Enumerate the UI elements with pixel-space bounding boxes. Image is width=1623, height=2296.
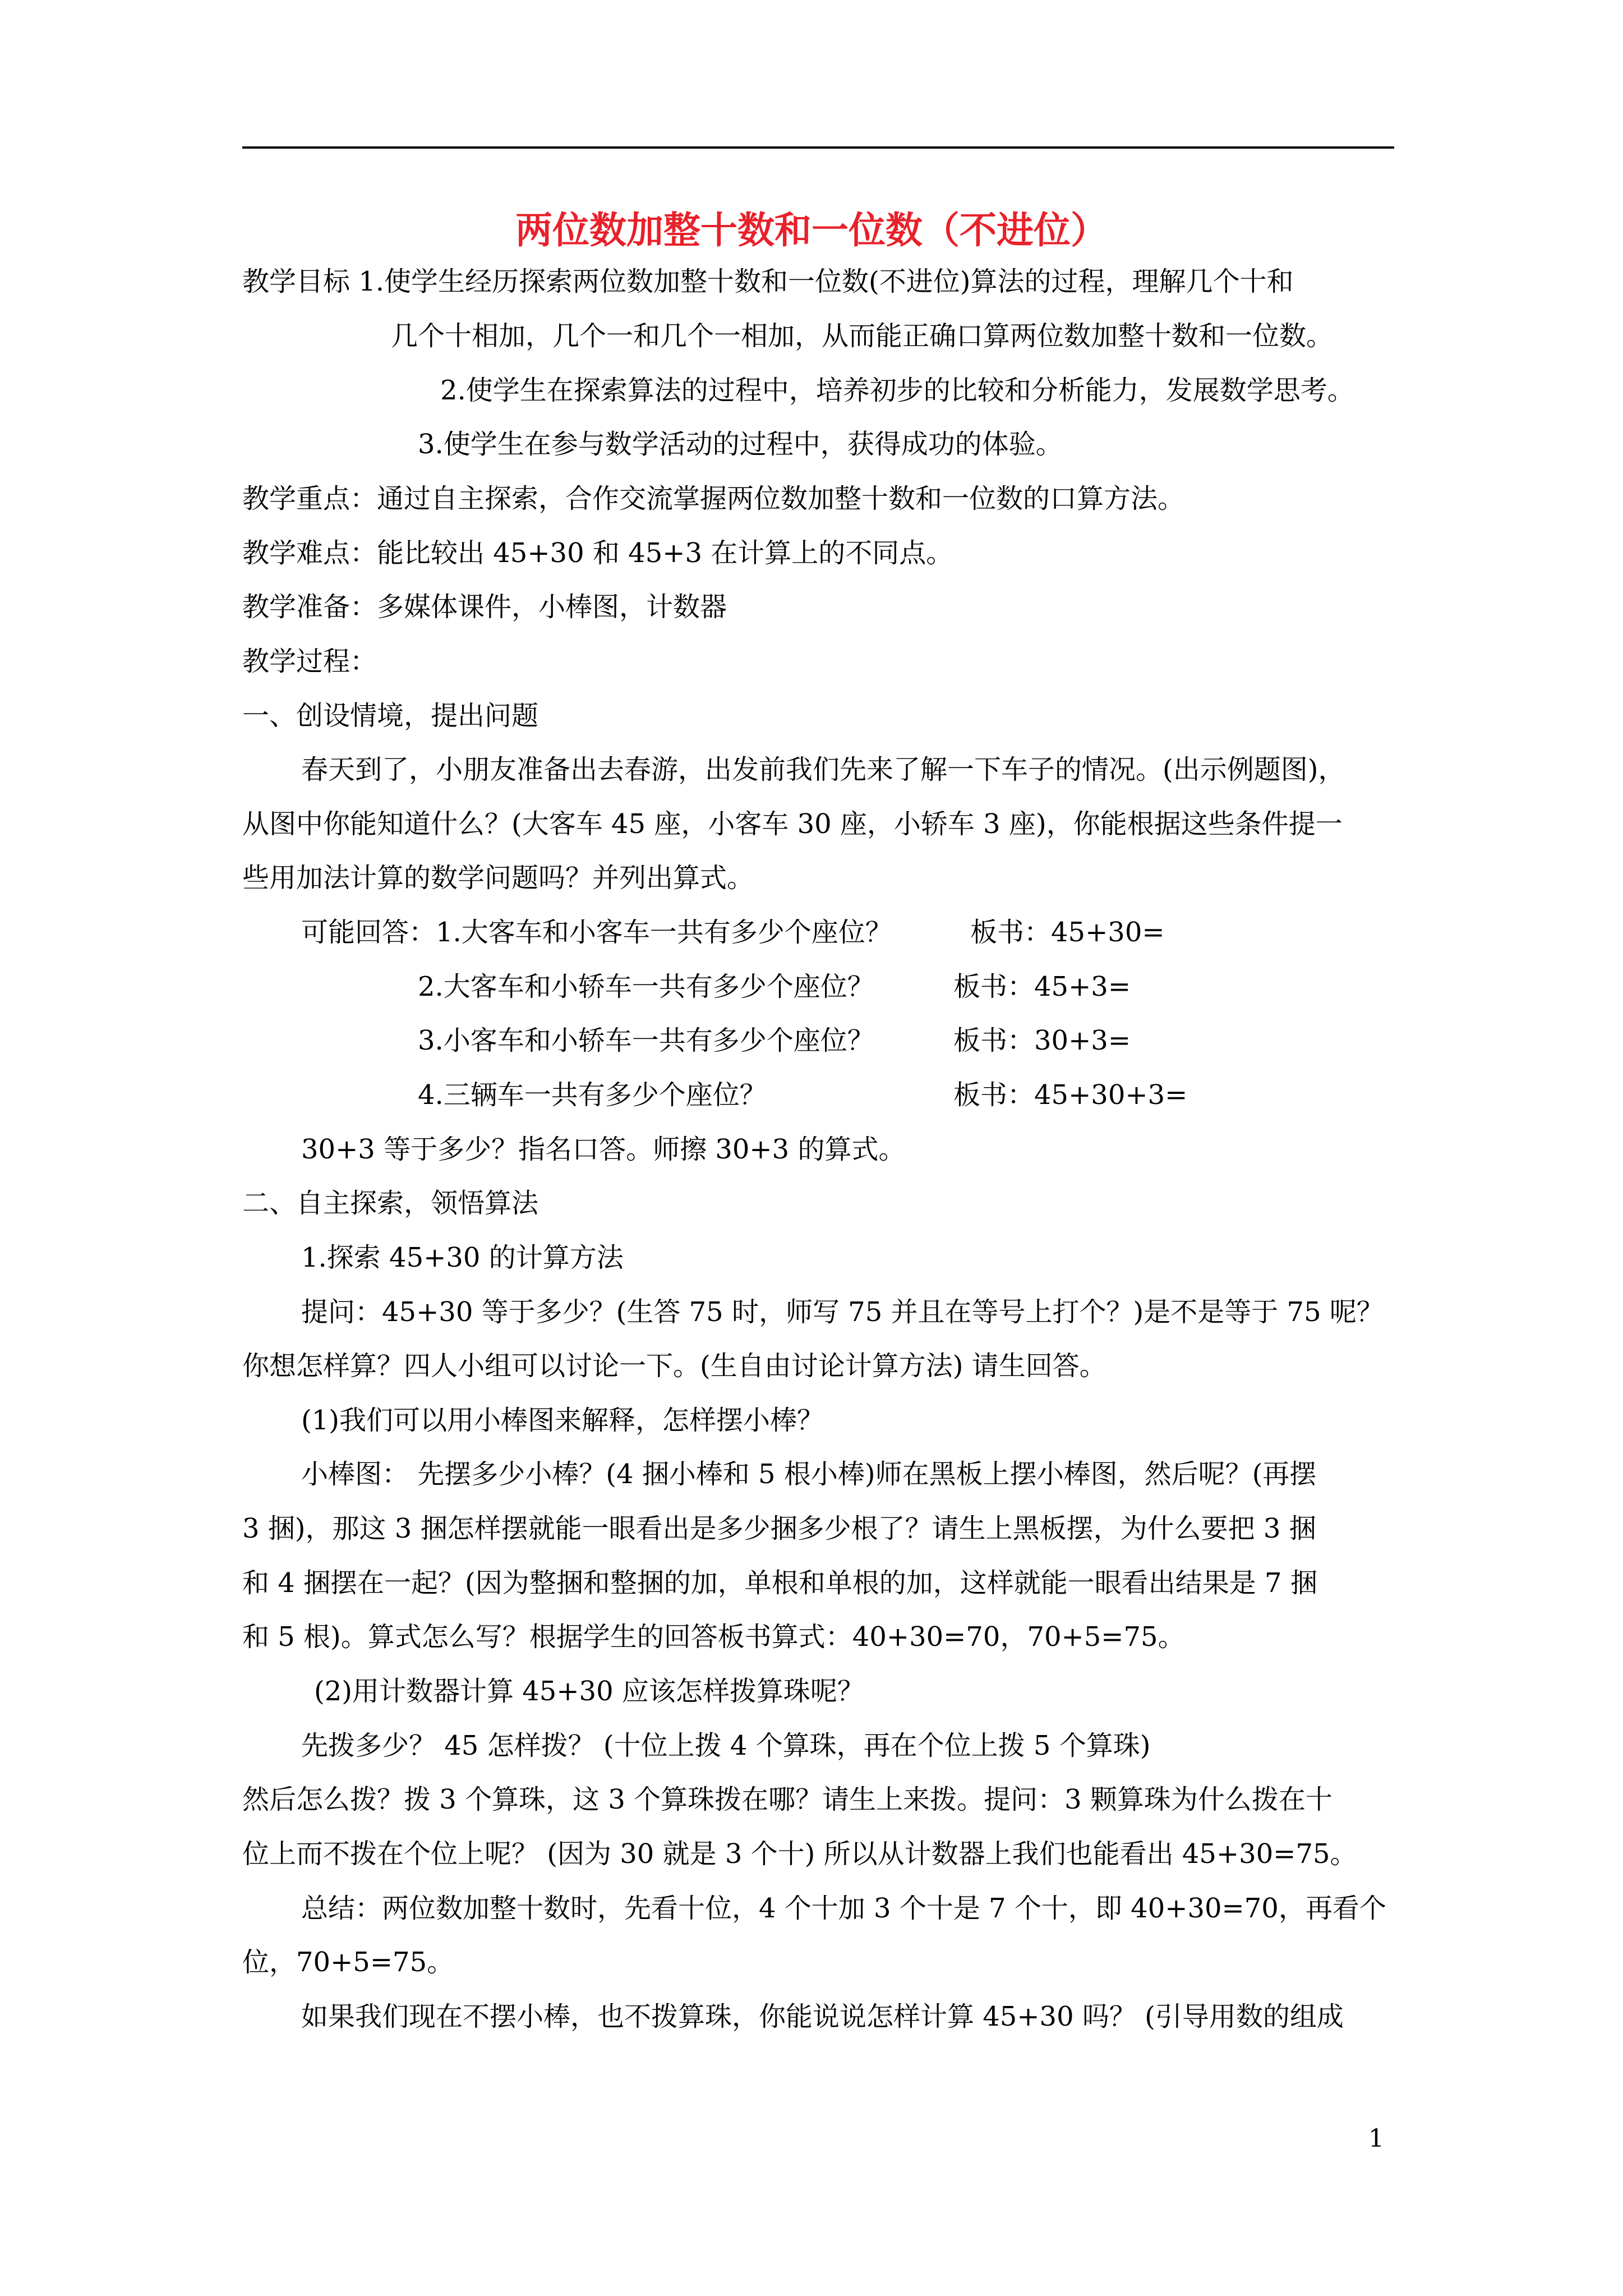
paragraph-line: 位上而不拨在个位上呢？ (因为 30 就是 3 个十) 所以从计数器上我们也能看出 45+30=75。	[242, 1838, 1357, 1870]
subsection-heading: 1.探索 45+30 的计算方法	[301, 1242, 624, 1273]
paragraph-line: 你想怎样算？四人小组可以讨论一下。(生自由讨论计算方法) 请生回答。	[242, 1350, 1106, 1382]
board-note-4: 板书：45+30+3=	[953, 1079, 1188, 1111]
paragraph-line: 然后怎么拨？拨 3 个算珠，这 3 个算珠拨在哪？请生上来拨。提问：3 颗算珠为什么拨在十	[242, 1784, 1332, 1815]
paragraph-line: 和 5 根)。算式怎么写？根据学生的回答板书算式：40+30=70，70+5=75。	[242, 1621, 1185, 1653]
paragraph-line: 3 捆)，那这 3 捆怎样摆就能一眼看出是多少捆多少根了？请生上黑板摆，为什么要把 3 捆	[242, 1513, 1316, 1544]
paragraph-line: 些用加法计算的数学问题吗？并列出算式。	[242, 862, 754, 894]
paragraph-line: 30+3 等于多少？指名口答。师擦 30+3 的算式。	[301, 1134, 906, 1165]
paragraph-line: 从图中你能知道什么？(大客车 45 座，小客车 30 座，小轿车 3 座)，你能根据这些条件提一	[242, 808, 1343, 840]
objective-line-2: 几个十相加，几个一和几个一相加，从而能正确口算两位数加整十数和一位数。	[391, 320, 1334, 352]
document-title: 两位数加整十数和一位数（不进位）	[515, 208, 1108, 252]
answer-line-4: 4.三辆车一共有多少个座位？	[418, 1079, 767, 1111]
objective-line-4: 3.使学生在参与数学活动的过程中，获得成功的体验。	[418, 429, 1063, 460]
paragraph-line: 春天到了，小朋友准备出去春游，出发前我们先来了解一下车子的情况。(出示例题图)，	[301, 754, 1345, 785]
paragraph-line: (1)我们可以用小棒图来解释，怎样摆小棒？	[301, 1405, 824, 1436]
section-heading-1: 一、创设情境，提出问题	[242, 700, 539, 731]
paragraph-line: 总结：两位数加整十数时，先看十位，4 个十加 3 个十是 7 个十，即 40+30=70，再看个	[301, 1893, 1386, 1924]
paragraph-line: 小棒图： 先摆多少小棒？(4 捆小棒和 5 根小棒)师在黑板上摆小棒图，然后呢？(再摆	[301, 1458, 1317, 1490]
board-note-2: 板书：45+3=	[953, 971, 1131, 1002]
paragraph-line: 位，70+5=75。	[242, 1947, 454, 1978]
header-rule	[242, 146, 1394, 149]
process-heading: 教学过程：	[242, 646, 377, 677]
objective-line-1: 教学目标 1.使学生经历探索两位数加整十数和一位数(不进位)算法的过程，理解几个十和	[242, 266, 1294, 297]
paragraph-line: 先拨多少？ 45 怎样拨？ (十位上拨 4 个算珠，再在个位上拨 5 个算珠)	[301, 1730, 1151, 1761]
paragraph-line: 如果我们现在不摆小棒，也不拨算珠，你能说说怎样计算 45+30 吗？ (引导用数的组成	[301, 2001, 1344, 2032]
paragraph-line: 和 4 捆摆在一起？(因为整捆和整捆的加，单根和单根的加，这样就能一眼看出结果是 7 捆	[242, 1567, 1317, 1599]
board-note-3: 板书：30+3=	[953, 1025, 1131, 1056]
difficult-point: 教学难点：能比较出 45+30 和 45+3 在计算上的不同点。	[242, 537, 953, 569]
board-note-1: 板书：45+30=	[970, 917, 1165, 948]
section-heading-2: 二、自主探索，领悟算法	[242, 1188, 539, 1219]
paragraph-line: (2)用计数器计算 45+30 应该怎样拨算珠呢？	[314, 1676, 864, 1707]
answer-line-2: 2.大客车和小轿车一共有多少个座位？	[418, 971, 874, 1002]
answer-line-3: 3.小客车和小轿车一共有多少个座位？	[418, 1025, 874, 1056]
paragraph-line: 提问：45+30 等于多少？(生答 75 时，师写 75 并且在等号上打个？)是不是等于 75 呢？	[301, 1296, 1384, 1328]
key-point: 教学重点：通过自主探索，合作交流掌握两位数加整十数和一位数的口算方法。	[242, 483, 1185, 514]
page-number: 1	[1368, 2124, 1384, 2153]
answer-line-1: 可能回答：1.大客车和小客车一共有多少个座位？	[301, 917, 892, 948]
preparation: 教学准备：多媒体课件，小棒图，计数器	[242, 591, 727, 623]
objective-line-3: 2.使学生在探索算法的过程中，培养初步的比较和分析能力，发展数学思考。	[440, 375, 1354, 406]
